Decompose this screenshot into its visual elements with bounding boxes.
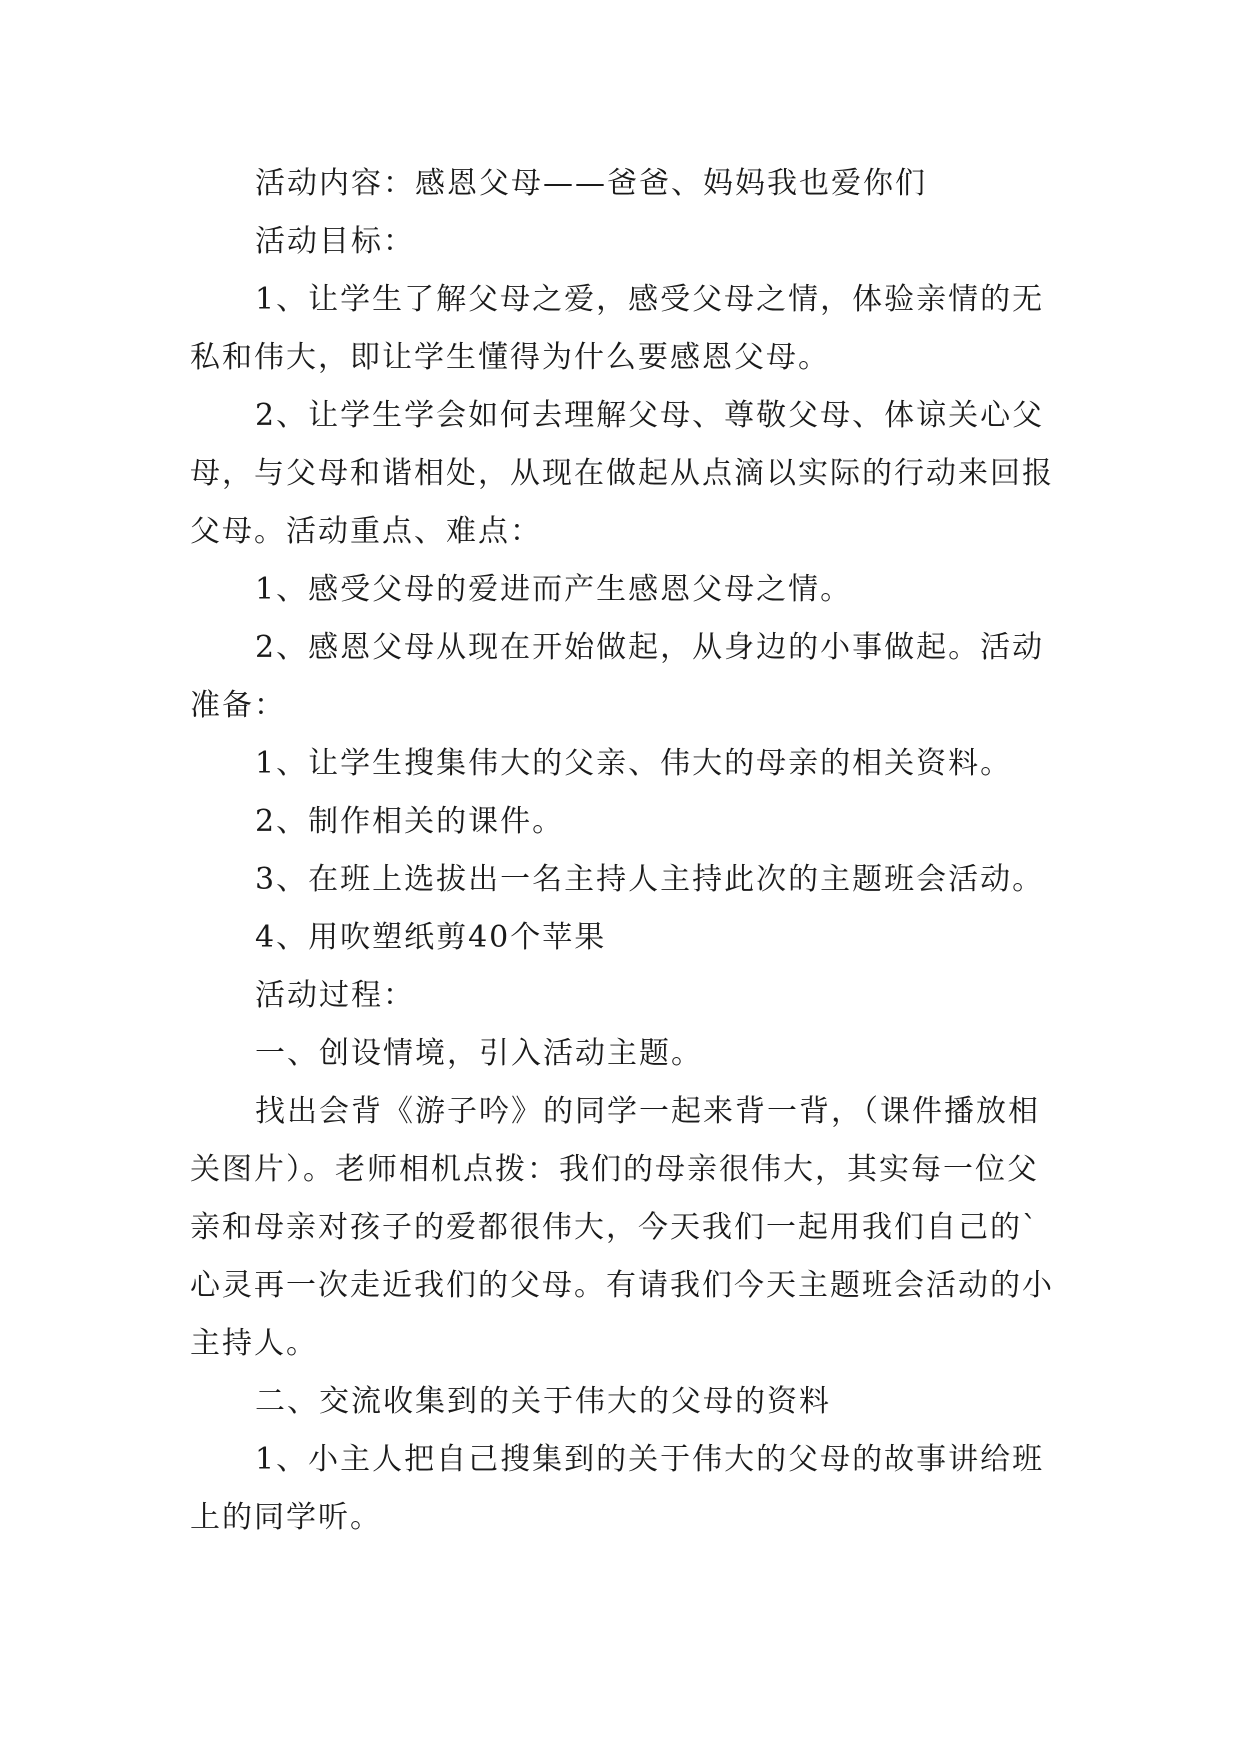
paragraph-activity-content: 活动内容：感恩父母——爸爸、妈妈我也爱你们 [255,166,927,201]
paragraph-step-2-item-1: 1、小主人把自己搜集到的关于伟大的父母的故事讲给班上的同学听。 [190,1442,1045,1535]
paragraph-prep-2: 2、制作相关的课件。 [255,804,565,839]
paragraph-step-1-body: 找出会背《游子吟》的同学一起来背一背，（课件播放相关图片）。老师相机点拨：我们的母亲很伟大，其实每一位父亲和母亲对孩子的爱都很伟大，今天我们一起用我们自己的`心灵再一次走近我们的父母。有请我们今天主题班会活动的小主持人。 [190,1094,1054,1361]
paragraph-activity-goals-heading: 活动目标： [255,224,415,259]
paragraph-key-point-1: 1、感受父母的爱进而产生感恩父母之情。 [255,572,853,607]
document-body [190,155,1060,1547]
paragraph-prep-4: 4、用吹塑纸剪40个苹果 [255,920,607,955]
paragraph-step-2-heading: 二、交流收集到的关于伟大的父母的资料 [255,1384,831,1419]
paragraph-process-heading: 活动过程： [255,978,415,1013]
paragraph-key-point-2: 2、感恩父母从现在开始做起，从身边的小事做起。活动准备： [190,630,1045,723]
paragraph-step-1-heading: 一、创设情境，引入活动主题。 [255,1036,703,1071]
paragraph-prep-3: 3、在班上选拔出一名主持人主持此次的主题班会活动。 [255,862,1045,897]
paragraph-prep-1: 1、让学生搜集伟大的父亲、伟大的母亲的相关资料。 [255,746,1013,781]
paragraph-goal-2: 2、让学生学会如何去理解父母、尊敬父母、体谅关心父母，与父母和谐相处，从现在做起从点滴以实际的行动来回报父母。活动重点、难点： [190,398,1054,549]
paragraph-goal-1: 1、让学生了解父母之爱，感受父母之情，体验亲情的无私和伟大，即让学生懂得为什么要感恩父母。 [190,282,1045,375]
